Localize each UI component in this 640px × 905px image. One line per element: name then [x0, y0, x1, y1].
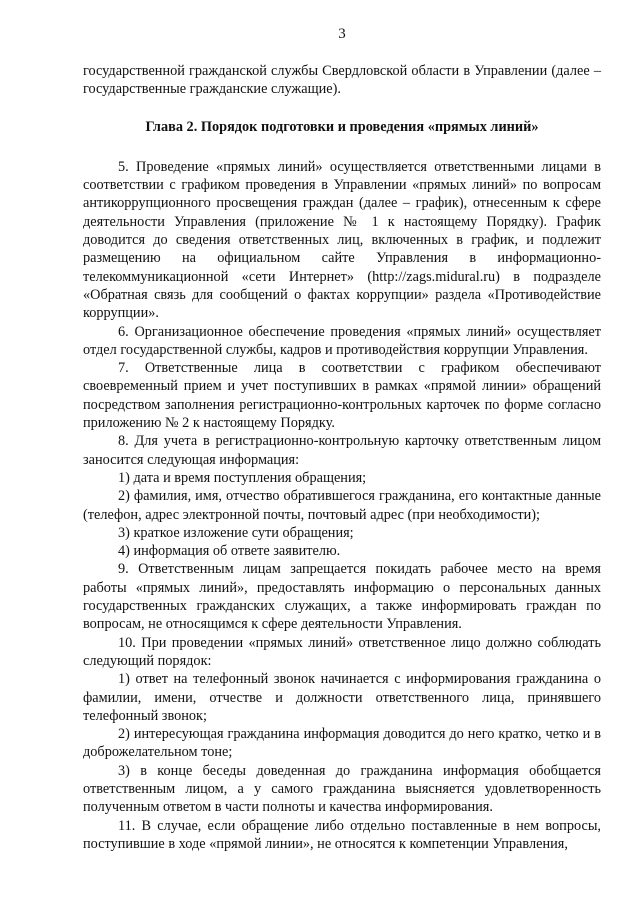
paragraph-10-item-3: 3) в конце беседы доведенная до гражданина информация обобщается ответственным лицом, а у самого гражданина выясняется удовлетворенность полученным ответом в части полноты и качества информирования. — [83, 762, 601, 816]
document-body — [83, 62, 601, 853]
page-number: 3 — [338, 26, 346, 42]
chapter-title: Глава 2. Порядок подготовки и проведения «прямых линий» — [145, 118, 539, 135]
paragraph-8: 8. Для учета в регистрационно-контрольную карточку ответственным лицом заносится следующая информация: — [83, 433, 601, 468]
paragraph-11: 11. В случае, если обращение либо отдельно поставленные в нем вопросы, поступившие в ходе «прямой линии», не относятся к компетенции Управления, — [83, 817, 601, 852]
paragraph-10-item-1: 1) ответ на телефонный звонок начинается с информирования гражданина о фамилии, имени, отчестве и должности ответственного лица, принявшего телефонный звонок; — [83, 671, 601, 724]
paragraph-5: 5. Проведение «прямых линий» осуществляется ответственными лицами в соответствии с графиком проведения в Управлении «прямых линий» по вопросам антикоррупционного просвещения граждан (далее – график), отнесенным к сфере деятельности Управления (приложение № 1 к настоящему Порядку). График доводится до сведения ответственных лиц, включенных в график, и подлежит размещению на официальном сайте Управления в информационно-телекоммуникационной «сети Интернет» (http://zags.midural.ru) в подразделе «Обратная связь для сообщений о фактах коррупции» раздела «Противодействие коррупции». — [83, 158, 601, 322]
paragraph-8-item-2: 2) фамилия, имя, отчество обратившегося гражданина, его контактные данные (телефон, адрес электронной почты, почтовый адрес (при необходимости); — [83, 488, 601, 523]
paragraph-10-item-2: 2) интересующая гражданина информация доводится до него кратко, четко и в доброжелательном тоне; — [83, 726, 601, 761]
paragraph-6: 6. Организационное обеспечение проведения «прямых линий» осуществляет отдел государственной службы, кадров и противодействия коррупции Управления. — [83, 323, 601, 358]
paragraph-8-item-4: 4) информация об ответе заявителю. — [118, 543, 341, 560]
paragraph-10: 10. При проведении «прямых линий» ответственное лицо должно соблюдать следующий порядок: — [83, 634, 601, 669]
intro-paragraph: государственной гражданской службы Свердловской области в Управлении (далее – государственные гражданские служащие). — [83, 63, 601, 98]
paragraph-8-item-3: 3) краткое изложение сути обращения; — [118, 524, 354, 541]
paragraph-8-item-1: 1) дата и время поступления обращения; — [118, 469, 367, 486]
paragraph-7: 7. Ответственные лица в соответствии с графиком обеспечивают своевременный прием и учет поступивших в рамках «прямой линии» обращений посредством заполнения регистрационно-контрольных карточек по форме согласно приложению № 2 к настоящему Порядку. — [83, 360, 601, 432]
paragraph-9: 9. Ответственным лицам запрещается покидать рабочее место на время работы «прямых линий», предоставлять информацию о персональных данных государственных гражданских служащих, а также информировать граждан по вопросам, не относящимся к сфере деятельности Управления. — [83, 561, 601, 633]
